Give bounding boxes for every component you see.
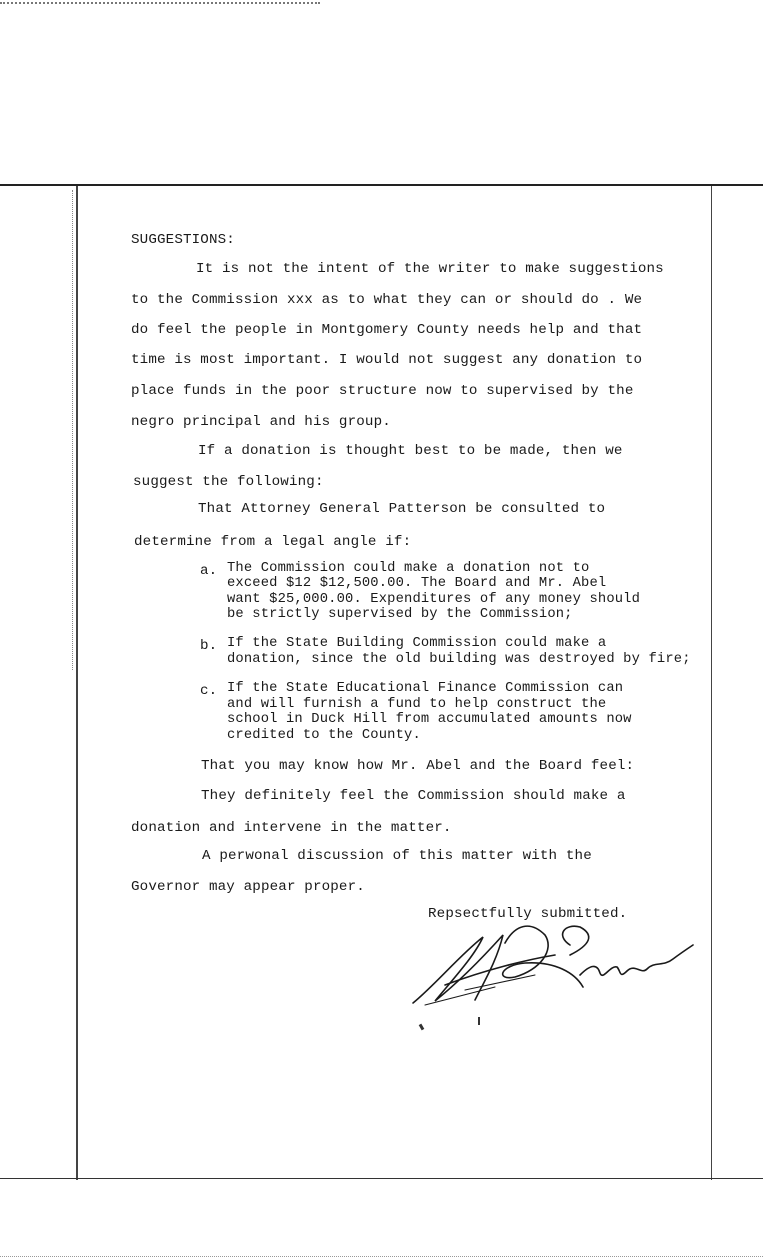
paragraph4: That you may know how Mr. Abel and the Board feel: bbox=[201, 758, 635, 774]
paragraph1-line4: time is most important. I would not suggest any donation to bbox=[131, 352, 643, 368]
item-a-line3: want $25,000.00. Expenditures of any money should bbox=[227, 592, 641, 607]
paragraph1-line3: do feel the people in Montgomery County needs help and that bbox=[131, 322, 643, 338]
bottom-dotted-rule bbox=[0, 1256, 763, 1257]
item-b-line2: donation, since the old building was destroyed by fire; bbox=[227, 652, 691, 667]
paragraph5-line2: donation and intervene in the matter. bbox=[131, 820, 452, 836]
item-a-line2: exceed $12 $12,500.00. The Board and Mr. Abel bbox=[227, 576, 607, 591]
item-c-line1: If the State Educational Finance Commission can bbox=[227, 681, 624, 696]
left-margin-dots bbox=[72, 190, 73, 670]
paragraph2-line1: If a donation is thought best to be made, then we bbox=[198, 443, 623, 459]
paragraph1-line6: negro principal and his group. bbox=[131, 414, 391, 430]
ink-speck bbox=[478, 1017, 480, 1025]
top-rule bbox=[0, 184, 763, 186]
paragraph1-line5: place funds in the poor structure now to supervised by the bbox=[131, 383, 634, 399]
ink-speck bbox=[419, 1024, 425, 1031]
item-c-line3: school in Duck Hill from accumulated amounts now bbox=[227, 712, 632, 727]
item-b-letter: b. bbox=[200, 638, 218, 654]
left-margin-line bbox=[76, 186, 78, 1180]
item-a-line1: The Commission could make a donation not to bbox=[227, 561, 590, 576]
item-c-letter: c. bbox=[200, 683, 218, 699]
top-dotted-rule bbox=[0, 2, 320, 4]
paragraph6-line2: Governor may appear proper. bbox=[131, 879, 365, 895]
closing: Repsectfully submitted. bbox=[428, 906, 628, 922]
paragraph6-line1: A perwonal discussion of this matter with the bbox=[202, 848, 592, 864]
paragraph1-line2: to the Commission xxx as to what they can or should do . We bbox=[131, 292, 643, 308]
paragraph1-line1: It is not the intent of the writer to make suggestions bbox=[196, 261, 664, 277]
item-c-line4: credited to the County. bbox=[227, 728, 421, 743]
item-c-line2: and will furnish a fund to help construct the bbox=[227, 697, 607, 712]
signature-mark bbox=[405, 915, 700, 1010]
item-a-line4: be strictly supervised by the Commission; bbox=[227, 607, 573, 622]
item-a-letter: a. bbox=[200, 563, 218, 579]
right-margin-line bbox=[711, 186, 712, 1180]
paragraph5-line1: They definitely feel the Commission should make a bbox=[201, 788, 626, 804]
bottom-rule bbox=[0, 1178, 763, 1179]
paragraph3-line2: determine from a legal angle if: bbox=[134, 534, 412, 550]
paragraph3-line1: That Attorney General Patterson be consulted to bbox=[198, 501, 606, 517]
item-b-line1: If the State Building Commission could make a bbox=[227, 636, 607, 651]
paragraph2-line2: suggest the following: bbox=[133, 474, 324, 490]
heading: SUGGESTIONS: bbox=[131, 232, 235, 248]
